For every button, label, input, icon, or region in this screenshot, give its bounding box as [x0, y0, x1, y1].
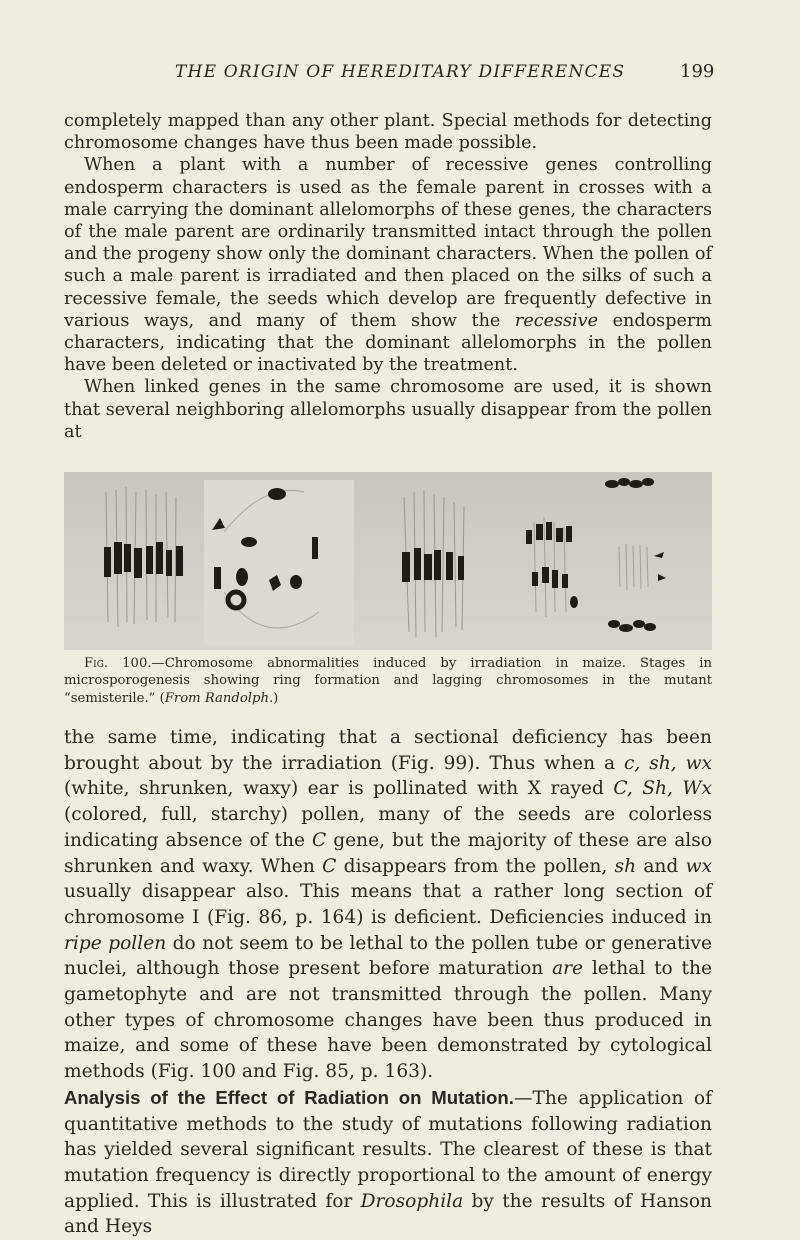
paragraph-linked-genes	[64, 376, 712, 443]
emphasis: are	[552, 958, 584, 980]
gene-symbol: c, sh, wx	[623, 752, 712, 774]
figure-caption	[64, 655, 712, 707]
gene-symbol: wx	[685, 855, 712, 877]
page-number: 199	[680, 61, 715, 82]
page-header	[0, 62, 800, 90]
text-span: gene, but the majority of these are also shrunken and waxy. When	[64, 829, 712, 877]
gene-symbol: C, Sh, Wx	[613, 778, 712, 800]
text-span: endosperm characters, indicating that the dominant allelomorphs in the pollen have been deleted or inactivated by the treatment.	[64, 310, 712, 376]
paragraph-sectional-deficiency	[64, 725, 712, 1085]
gene-symbol: C	[311, 829, 327, 851]
emphasis: ripe pollen	[64, 932, 167, 954]
text-span: and	[636, 855, 686, 877]
micrograph-panel-2	[204, 480, 354, 645]
caption-credit: From Randolph.	[164, 690, 274, 706]
caption-paragraph	[64, 655, 712, 707]
section-heading: Analysis of the Effect of Radiation on Mutation.	[64, 1086, 514, 1108]
gene-symbol: sh	[614, 855, 637, 877]
caption-close: )	[273, 690, 279, 706]
gene-symbol: C	[322, 855, 337, 877]
text-span: the same time, indicating that a sectional deficiency has been brought about by the irradiation (Fig. 99). Thus when a	[64, 727, 712, 774]
text-span: disappears from the pollen,	[336, 855, 615, 877]
text-span: usually disappear also. This means that a rather long section of chromosome I (Fig. 86, p. 164) is deficient. Deficiencies induced in	[64, 881, 712, 928]
body-text-bottom	[64, 725, 712, 1240]
paragraph-pollen-transmission	[64, 154, 712, 376]
figure-image	[64, 472, 712, 650]
caption-text: —Chromosome abnormalities induced by irradiation in maize. Stages in microsporogenesis showing ring formation and lagging chromosomes in the mutant “semisterile.” (	[64, 656, 712, 706]
text-span: by the results of Hanson and Heys	[64, 1190, 712, 1238]
caption-label: Fig. 100.	[84, 656, 152, 671]
running-head: THE ORIGIN OF HEREDITARY DIFFERENCES	[175, 62, 626, 82]
text-span: When a plant with a number of recessive genes controlling endosperm characters is used as the female parent in crosses with a male carrying the dominant allelomorphs of these genes, the characters of the male parent are ordinarily transmitted intact through the pollen and the progeny show only the dominant characters. When the pollen of such a male parent is irradiated and then placed on the silks of such a recessive female, the seeds which develop are frequently defective in various ways, and many of them show the	[64, 155, 712, 331]
paragraph-text: completely mapped than any other plant. Special methods for detecting chromosome changes have thus been made possible.	[64, 111, 712, 154]
text-span: (colored, full, starchy) pollen, many of the seeds are colorless indicating absence of the	[64, 804, 712, 851]
figure-chromosome-photomicrographs	[64, 472, 712, 650]
body-text-top	[64, 110, 712, 443]
text-span: (white, shrunken, waxy) ear is pollinated with X rayed	[64, 778, 614, 800]
text-span: lethal to the gametophyte and are not transmitted through the pollen. Many other types of chromosome changes have been thus produced in maize, and some of these have been demonstrated by cytological methods (Fig. 100 and Fig. 85, p. 163).	[64, 958, 712, 1083]
emphasis: recessive	[514, 310, 599, 331]
paragraph-text: When linked genes in the same chromosome are used, it is shown that several neighboring allelomorphs usually disappear from the pollen at	[64, 377, 712, 442]
paragraph-continuation	[64, 110, 712, 154]
text-span: —The application of quantitative methods to the study of mutations following radiation has yielded several significant results. The clearest of these is that mutation frequency is directly proportional to the amount of energy applied. This is illustrated for	[64, 1087, 712, 1212]
emphasis: Drosophila	[360, 1190, 464, 1212]
text-span: do not seem to be lethal to the pollen tube or generative nuclei, although those present before maturation	[64, 932, 713, 980]
paragraph-radiation-analysis	[64, 1085, 712, 1240]
